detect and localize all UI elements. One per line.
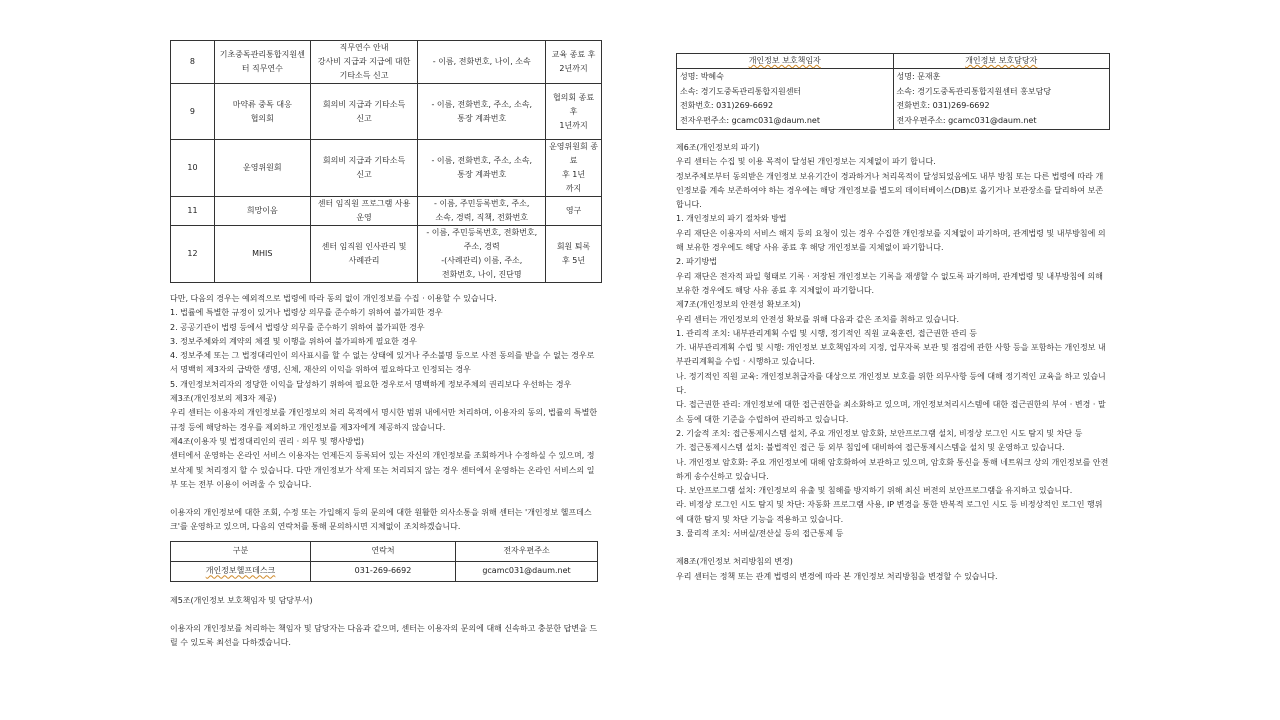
paragraph: 제3조(개인정보의 제3자 제공): [170, 394, 277, 404]
article-5-body: 이용자의 개인정보를 처리하는 책임자 및 담당자는 다음과 같으며, 센터는 이용자의 문의에 대해 신속하고 충분한 답변을 드릴 수 있도록 최선을 다하겠습니다.: [170, 624, 598, 648]
items-cell: - 이름, 주민등록번호, 주소, 소속, 경력, 직책, 전화번호: [418, 197, 546, 226]
retention-cell: 회원 퇴록 후 5년: [546, 226, 602, 283]
table-row: [171, 41, 602, 84]
helpdesk-header-email: 전자우편주소: [456, 541, 598, 561]
paragraph: 나. 정기적인 직원 교육: 개인정보취급자를 대상으로 개인정보 보호를 위한 의무사항 등에 대해 정기적인 교육을 하고 있습니다.: [676, 371, 1106, 396]
manager-info: [893, 69, 1110, 130]
items-cell: - 이름, 전화번호, 나이, 소속: [418, 41, 546, 84]
right-body-text: [676, 141, 1110, 541]
resp-header-manager: 개인정보 보호담당자: [893, 54, 1110, 69]
paragraph: 2. 공공기관이 법령 등에서 법령상 의무를 준수하기 위하여 불가피한 경우: [170, 322, 425, 332]
items-cell: - 이름, 주민등록번호, 전화번호, 주소, 경력 -(사례관리) 이름, 주소, 전화번호, 나이, 진단명: [418, 226, 546, 283]
row-number-cell: 9: [171, 84, 215, 140]
retention-cell: 영구: [546, 197, 602, 226]
paragraph: 3. 정보주체와의 계약의 체결 및 이행을 위하여 불가피하게 필요한 경우: [170, 336, 417, 346]
paragraph: 센터에서 운영하는 온라인 서비스 이용자는 언제든지 등록되어 있는 자신의 개인정보를 조회하거나 수정하실 수 있으며, 정보삭제 및 처리정지 할 수 있습니다. 다만 개인정보가 삭제 또는 처리되지 않는 경우 센터에서 운영하는 온라인 서비스의 일부 또는 전부 이용이 어려울 수 있습니다.: [170, 451, 595, 489]
items-cell: - 이름, 전화번호, 주소, 소속, 통장 계좌번호: [418, 84, 546, 140]
paragraph: 가. 접근통제시스템 설치: 불법적인 접근 등 외부 침입에 대비하여 접근통제시스템을 설치 및 운영하고 있습니다.: [676, 443, 1065, 453]
table-row: [171, 226, 602, 283]
paragraph: 다만, 다음의 경우는 예외적으로 법령에 따라 동의 없이 개인정보를 수집 · 이용할 수 있습니다.: [170, 294, 497, 303]
purpose-cell: 운영위원회: [214, 140, 310, 197]
paragraph: 우리 센터는 개인정보의 안전성 확보를 위해 다음과 같은 조치를 취하고 있습니다.: [676, 314, 959, 324]
paragraph: 4. 정보주체 또는 그 법정대리인이 의사표시를 할 수 없는 상태에 있거나 주소불명 등으로 사전 동의를 받을 수 없는 경우로서 명백히 제3자의 급박한 생명, 신체, 재산의 이익을 위하여 필요하다고 인정되는 경우: [170, 351, 595, 375]
details-cell: 센터 임직원 프로그램 사용 운영: [310, 197, 418, 226]
helpdesk-table: [170, 541, 598, 582]
paragraph: 2. 기술적 조치: 접근통제시스템 설치, 주요 개인정보 암호화, 보안프로그램 설치, 비정상 로그인 시도 탐지 및 차단 등: [676, 428, 1083, 438]
paragraph: 제6조(개인정보의 파기): [676, 143, 760, 152]
table-row: [171, 84, 602, 140]
details-cell: 회의비 지급과 기타소득 신고: [310, 140, 418, 197]
paragraph: 라. 비정상 로그인 시도 탐지 및 차단: 자동화 프로그램 사용, IP 변경을 통한 반복적 로그인 시도 등 비정상적인 로그인 행위에 대한 탐지 및 차단 기능을 적용하고 있습니다.: [676, 500, 1103, 524]
paragraph: 이용자의 개인정보에 대한 조회, 수정 또는 가입해지 등의 문의에 대한 원활한 의사소통을 위해 센터는 '개인정보 헬프데스크'를 운영하고 있으며, 다음의 연락처를 통해 문의하시면 지체없이 조치하겠습니다.: [170, 508, 592, 532]
resp-header-officer: 개인정보 보호책임자: [677, 54, 894, 69]
paragraph: 우리 재단은 이용자의 서비스 해지 등의 요청이 있는 경우 수집한 개인정보를 지체없이 파기하며, 관계법령 및 내부방침에 의해 보유한 경우에도 해당 사유 종료 후 해당 개인정보를 지체없이 파기합니다.: [676, 228, 1106, 253]
resp-line: 소속: 경기도중독관리통합지원센터: [680, 86, 802, 96]
helpdesk-phone: 031-269-6692: [311, 561, 456, 581]
table-row: [171, 140, 602, 197]
paragraph: 제8조(개인정보 처리방침의 변경): [676, 557, 793, 567]
paragraph: 5. 개인정보처리자의 정당한 이익을 달성하기 위하여 필요한 경우로서 명백하게 정보주체의 권리보다 우선하는 경우: [170, 379, 572, 389]
right-page: [676, 0, 1110, 584]
resp-line: 성명: 문재훈: [896, 72, 941, 81]
table-row: [171, 197, 602, 226]
paragraph: 우리 재단은 전자적 파일 형태로 기록 · 저장된 개인정보는 기록을 재생할 수 없도록 파기하며, 관계법령 및 내부방침에 의해 보유한 경우에도 해당 사유 종료 후 지체없이 파기합니다.: [676, 271, 1103, 295]
details-cell: 직무연수 안내 강사비 지급과 지급에 대한 기타소득 신고: [310, 41, 418, 84]
article-5-heading: 제5조(개인정보 보호책임자 및 담당부서): [170, 595, 313, 605]
purpose-cell: 마약류 중독 대응 협의회: [214, 84, 310, 140]
responsible-table: [676, 53, 1110, 130]
resp-line: 전화번호: 031)269-6692: [896, 101, 990, 110]
helpdesk-email: gcamc031@daum.net: [456, 561, 598, 581]
paragraph: 다. 보안프로그램 설치: 개인정보의 유출 및 침해를 방지하기 위해 최신 버전의 보안프로그램을 유지하고 있습니다.: [676, 486, 1073, 496]
paragraph: 우리 센터는 수집 및 이용 목적이 달성된 개인정보는 지체없이 파기 합니다.: [676, 157, 936, 167]
paragraph: 정보주체로부터 동의받은 개인정보 보유기간이 경과하거나 처리목적이 달성되었음에도 내부 방침 또는 다른 법령에 따라 개인정보를 계속 보존하여야 하는 경우에는 해당 개인정보를 별도의 데이터베이스(DB)로 옮기거나 보관장소를 달리하여 보존합니다.: [676, 171, 1104, 210]
details-cell: 회의비 지급과 기타소득 신고: [310, 84, 418, 140]
retention-cell: 교육 종료 후 2년까지: [546, 41, 602, 84]
row-number-cell: 11: [171, 197, 215, 226]
left-body-text-1: [170, 292, 602, 492]
resp-line: 전화번호: 031)269-6692: [680, 101, 774, 110]
paragraph: 우리 센터는 정책 또는 관계 법령의 변경에 따라 본 개인정보 처리방침을 변경할 수 있습니다.: [676, 571, 998, 581]
retention-cell: 협의회 종료 후 1년까지: [546, 84, 602, 140]
left-body-text-2: [170, 506, 602, 535]
paragraph: 1. 개인정보의 파기 절차와 방법: [676, 214, 787, 224]
purpose-cell: 희망이음: [214, 197, 310, 226]
paragraph: 다. 접근권한 관리: 개인정보에 대한 접근권한을 최소화하고 있으며, 개인정보처리시스템에 대한 접근권한의 부여 · 변경 · 말소 등에 대한 기준을 수립하여 관리하고 있습니다.: [676, 400, 1106, 424]
resp-line: 전자우편주소: gcamc031@daum.net: [896, 115, 1037, 125]
paragraph: 1. 법률에 특별한 규정이 있거나 법령상 의무를 준수하기 위하여 불가피한 경우: [170, 308, 443, 318]
row-number-cell: 10: [171, 140, 215, 197]
items-cell: - 이름, 전화번호, 주소, 소속, 통장 계좌번호: [418, 140, 546, 197]
officer-info: [677, 69, 894, 130]
resp-line: 소속: 경기도중독관리통합지원센터 홍보담당: [896, 86, 1052, 96]
row-number-cell: 12: [171, 226, 215, 283]
collection-table: [170, 40, 602, 283]
paragraph: 3. 물리적 조치: 서버실/전산실 등의 접근통제 등: [676, 529, 844, 539]
purpose-cell: 기초중독관리통합지원센터 직무연수: [214, 41, 310, 84]
paragraph: 제4조(이용자 및 법정대리인의 권리 · 의무 및 행사방법): [170, 436, 364, 446]
retention-cell: 운영위원회 종료 후 1년 까지: [546, 140, 602, 197]
details-cell: 센터 임직원 인사관리 및 사례관리: [310, 226, 418, 283]
paragraph: 2. 파기방법: [676, 257, 718, 267]
paragraph: 가. 내부관리계획 수립 및 시행: 개인정보 보호책임자의 지정, 업무자록 보관 및 점검에 관한 사항 등을 포함하는 개인정보 내부관리계획을 수립 · 시행하고 있습니다.: [676, 343, 1106, 367]
helpdesk-type: 개인정보헬프데스크: [171, 561, 311, 581]
purpose-cell: MHIS: [214, 226, 310, 283]
resp-line: 성명: 박혜숙: [680, 72, 724, 81]
paragraph: 1. 관리적 조치: 내부관리계획 수립 및 시행, 정기적인 직원 교육훈련, 접근권한 관리 등: [676, 328, 977, 338]
paragraph: 나. 개인정보 암호화: 주요 개인정보에 대해 암호화하여 보관하고 있으며, 암호화 통신을 통해 네트워크 상의 개인정보를 안전하게 송수신하고 있습니다.: [676, 457, 1109, 481]
helpdesk-header-type: 구분: [171, 541, 311, 561]
right-body-text-end: [676, 555, 1110, 584]
paragraph: 우리 센터는 이용자의 개인정보를 개인정보의 처리 목적에서 명시한 범위 내에서만 처리하며, 이용자의 동의, 법률의 특별한 규정 등에 해당하는 경우를 제외하고 개인정보를 제3자에게 제공하지 않습니다.: [170, 408, 598, 432]
row-number-cell: 8: [171, 41, 215, 84]
paragraph: 제7조(개인정보의 안전성 확보조치): [676, 300, 801, 310]
left-page: [170, 0, 602, 651]
resp-line: 전자우편주소: gcamc031@daum.net: [680, 115, 820, 125]
helpdesk-header-contact: 연락처: [311, 541, 456, 561]
